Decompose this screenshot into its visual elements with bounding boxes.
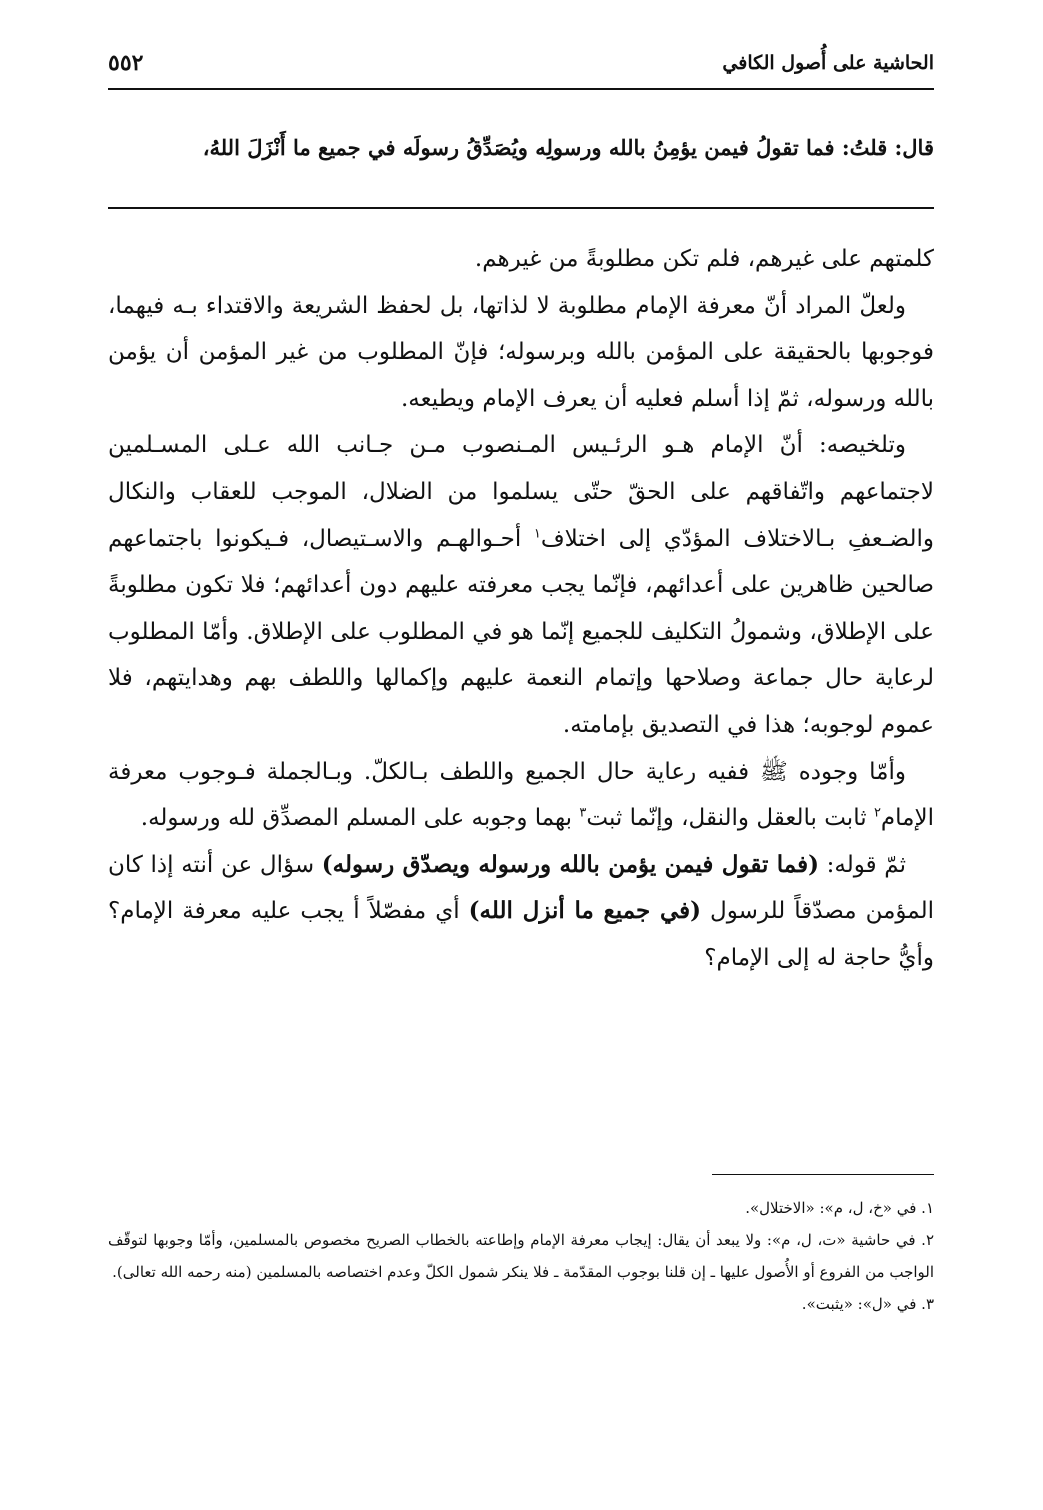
page-header: [108, 46, 934, 86]
commentary-body: [108, 236, 934, 982]
footnote-separator: [712, 1174, 934, 1175]
hadith-text: قال: قلتُ: فما تقولُ فيمن يؤمِنُ بالله ورسولِه ويُصَدِّقُ رسولَه في جميع ما أَنْزَلَ اللهُ،: [202, 135, 934, 160]
paragraph-3-part-b: أحـوالهـم والاسـتيصال، فـيكونوا باجتماعهم صالحين ظاهرين على أعدائهم، فإنّما يجب معرفته عليهم دون أعدائهم؛ فلا تكون مطلوبةً على الإطلاق، وشمولُ التكليف للجميع إنّما هو في المطلوب على الإطلاق. وأمّا المطلوب لرعاية حال جماعة وصلاحها وإتمام النعمة عليهم وإكمالها واللطف بهم وهدايتهم، فلا عموم لوجوبه؛ هذا في التصديق بإمامته.: [108, 525, 934, 738]
page-number: ٥٥٢: [108, 50, 144, 76]
running-title: الحاشية على أُصول الكافي: [722, 52, 934, 74]
commentary-paragraph-1: كلمتهم على غيرهم، فلم تكن مطلوبةً من غيرهم.: [474, 246, 934, 272]
hadith-divider: [108, 207, 934, 209]
paragraph-4-part-c: بهما وجوبه على المسلم المصدِّق لله ورسوله.: [140, 805, 580, 832]
footnote-ref-2[interactable]: ٢: [873, 805, 881, 821]
commentary-paragraph-4: [108, 749, 934, 842]
paragraph-5-part-c: سؤال عن أنته إذا كان المؤمن مصدّقاً للرسول: [108, 851, 934, 925]
paragraph-4-part-a: وأمّا وجوده ﷺ ففيه رعاية حال الجميع واللطف بـالكلّ. وبـالجملة فـوجوب معرفة الإمام: [108, 758, 934, 832]
header-rule: [108, 88, 934, 90]
paragraph-5-part-a: ثمّ قوله:: [818, 851, 907, 878]
commentary-paragraph-3: [108, 422, 934, 748]
paragraph-3-part-a: وتلخيصه: أنّ الإمام هـو الرئـيس المـنصوب مـن جـانب الله عـلى المسـلمين لاجتماعهم واتّفاقهم على الحقّ حتّى يسلموا من الضلال، الموجب للعقاب والنكال والضـعفِ بـالاختلاف المؤدّي إلى اختلاف: [108, 432, 934, 552]
footnote-ref-3[interactable]: ٣: [579, 805, 587, 821]
footnote-1: ١. في «خ، ل، م»: «الاختلال».: [745, 1199, 934, 1217]
footnotes: [108, 1192, 934, 1320]
paragraph-4-part-b: ثابت بالعقل والنقل، وإنّما ثبت: [586, 805, 874, 832]
footnote-3: ٣. في «ل»: «يثبت».: [801, 1295, 934, 1313]
paragraph-5-part-d: أي مفصّلاً أ يجب عليه معرفة الإمام؟ وأيُّ حاجة له إلى الإمام؟: [108, 898, 934, 971]
footnote-ref-1[interactable]: ١: [533, 525, 541, 541]
quoted-lemma-2: (في جميع ما أنزل الله): [468, 897, 702, 925]
commentary-paragraph-2: ولعلّ المراد أنّ معرفة الإمام مطلوبة لا لذاتها، بل لحفظ الشريعة والاقتداء بـه فيهما، فوجوبها بالحقيقة على المؤمن بالله وبرسوله؛ فإنّ المطلوب من غير المؤمن أن يؤمن بالله ورسوله، ثمّ إذا أسلم فعليه أن يعرف الإمام ويطيعه.: [108, 292, 934, 412]
footnote-2: ٢. في حاشية «ت، ل، م»: ولا يبعد أن يقال: إيجاب معرفة الإمام وإطاعته بالخطاب الصريح مخصوص بالمسلمين، وأمّا وجوبها لتوقّف الواجب من الفروع أو الأُصول عليها ـ إن قلنا بوجوب المقدّمة ـ فلا ينكر شمول الكلّ وعدم اختصاصه بالمسلمين (منه رحمه الله تعالى).: [108, 1231, 934, 1281]
quoted-lemma-1: (فما تقول فيمن يؤمن بالله ورسوله ويصدّق رسوله): [321, 850, 819, 878]
commentary-paragraph-5: [108, 842, 934, 982]
